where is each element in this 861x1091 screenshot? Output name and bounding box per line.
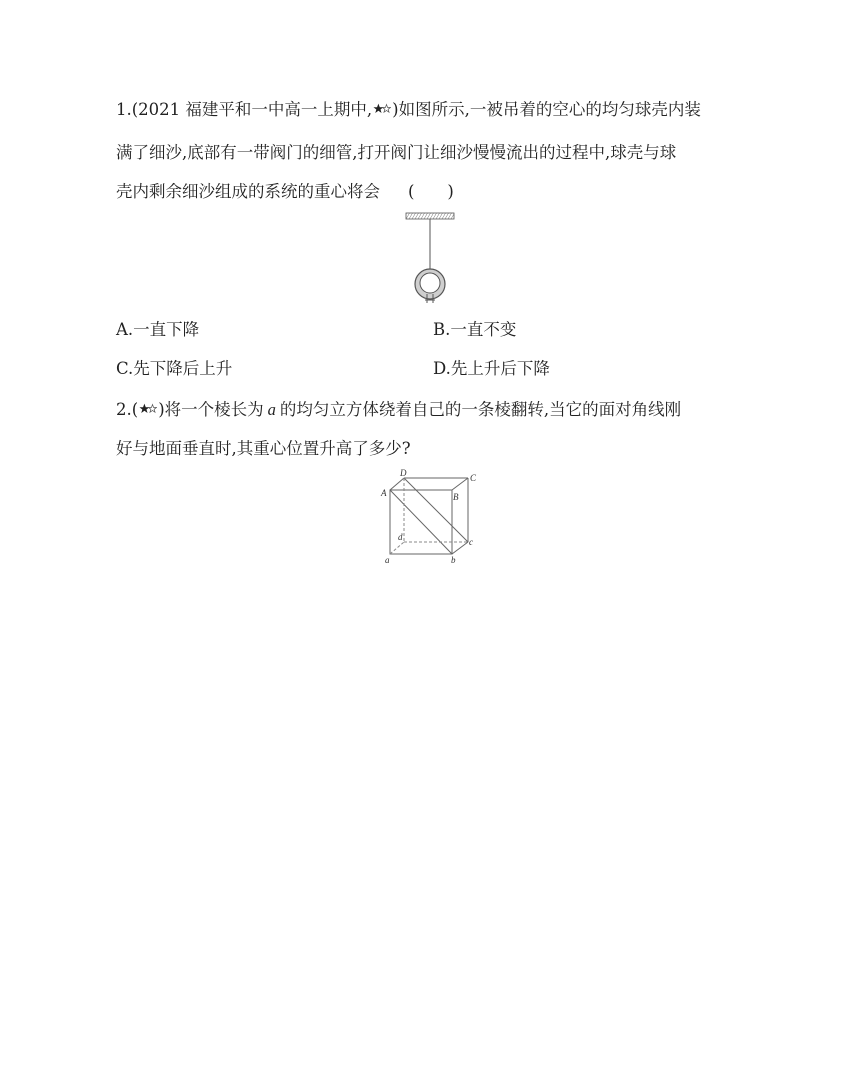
label-a: a <box>385 555 390 565</box>
q1-number: 1. <box>116 100 132 119</box>
q1-line3 <box>116 180 454 204</box>
diag-Ab <box>390 490 452 554</box>
q2-open-paren: ( <box>131 400 139 419</box>
option-key: A. <box>116 320 134 339</box>
label-b: b <box>451 555 456 565</box>
option-key: D. <box>433 359 451 378</box>
q2-stem-a: )将一个棱长为 <box>158 400 264 419</box>
q1-option-d[interactable] <box>433 357 550 381</box>
q1-option-b[interactable] <box>433 318 516 342</box>
q2-var-a: a <box>267 400 276 419</box>
option-key: B. <box>433 320 451 339</box>
cube-figure <box>376 468 486 568</box>
q1-source: (2021 福建平和一中高一上期中, <box>131 100 373 119</box>
label-c: c <box>469 537 473 547</box>
hanging-shell-figure <box>396 210 466 305</box>
label-C: C <box>470 473 477 483</box>
q2-line1 <box>116 398 681 422</box>
option-text: 一直下降 <box>133 320 200 339</box>
q1-line2: 满了细沙,底部有一带阀门的细管,打开阀门让细沙慢慢流出的过程中,球壳与球 <box>116 143 677 162</box>
diag-Dc <box>404 478 468 542</box>
q1-option-a[interactable] <box>116 318 199 342</box>
inner-shell <box>420 273 440 293</box>
label-D: D <box>400 468 407 478</box>
q1-stem-a: )如图所示,一被吊着的空心的均匀球壳内装 <box>392 100 701 119</box>
q2-number: 2. <box>116 400 132 419</box>
hidden-ad <box>390 542 404 554</box>
label-A: A <box>381 488 387 498</box>
option-key: C. <box>116 359 134 378</box>
q1-line1 <box>116 98 701 122</box>
option-text: 一直不变 <box>450 320 517 339</box>
q2-stem-b: 的均匀立方体绕着自己的一条棱翻转,当它的面对角线刚 <box>279 400 682 419</box>
q2-line2: 好与地面垂直时,其重心位置升高了多少? <box>116 439 411 458</box>
label-B: B <box>453 492 459 502</box>
edge-bc <box>452 542 468 554</box>
label-d: d <box>398 532 403 542</box>
edge-BC <box>452 478 468 490</box>
ceiling-hatch <box>406 213 454 219</box>
q1-answer-bracket: ( ) <box>408 182 454 201</box>
difficulty-star-icon <box>139 402 157 416</box>
option-text: 先下降后上升 <box>133 359 233 378</box>
difficulty-star-icon <box>373 102 391 116</box>
edge-AD <box>390 478 404 490</box>
q1-option-c[interactable] <box>116 357 232 381</box>
option-text: 先上升后下降 <box>450 359 550 378</box>
q1-stem-c: 壳内剩余细沙组成的系统的重心将会 <box>116 182 380 201</box>
